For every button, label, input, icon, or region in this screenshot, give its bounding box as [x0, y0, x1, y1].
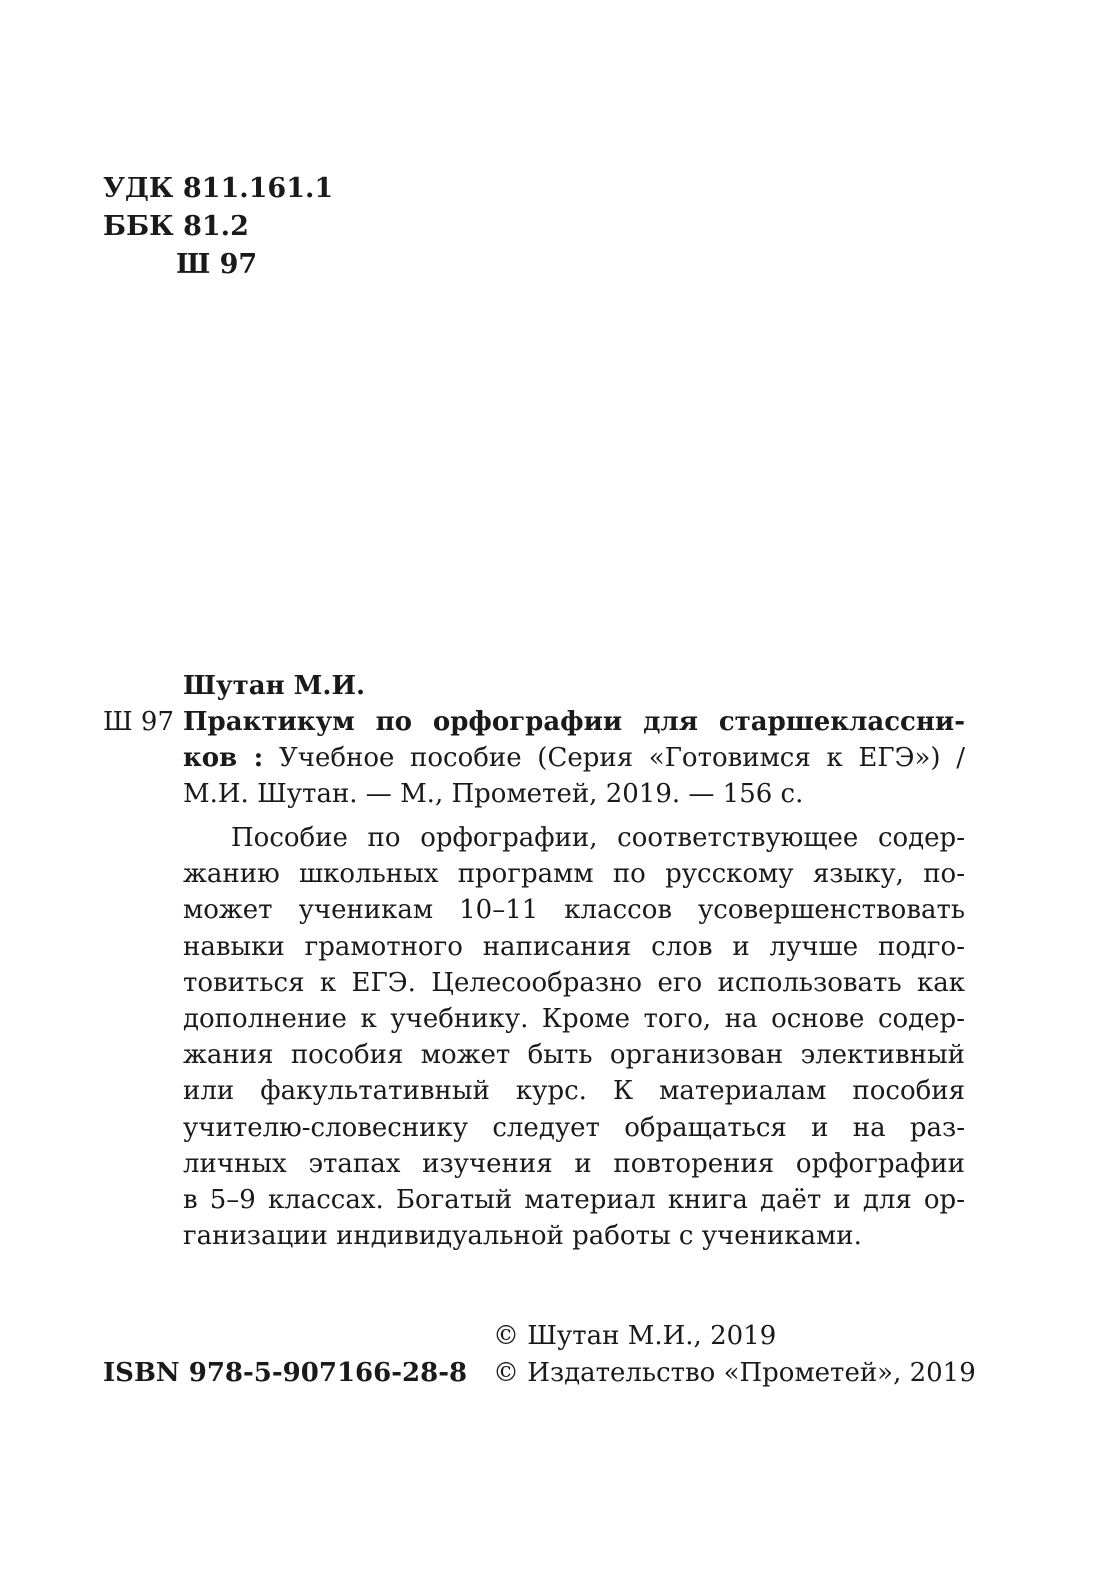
copyright-block [493, 1318, 976, 1392]
bibliographic-record [103, 668, 965, 812]
book-title-part-2: ков : [183, 743, 264, 773]
isbn: ISBN 978-5-907166-28-8 [103, 1358, 468, 1388]
copyright-author: © Шутан М.И., 2019 [493, 1321, 777, 1351]
annotation-line: Пособие по орфографии, соответствующее содер- [231, 823, 965, 853]
title-line-2-content [183, 740, 965, 776]
bbk-code: ББК 81.2 [103, 211, 249, 242]
title-line-2 [103, 740, 965, 776]
author-heading: Шутан М.И. [183, 671, 366, 701]
copyright-publisher: © Издательство «Прометей», 2019 [493, 1358, 976, 1388]
udk-code: УДК 811.161.1 [103, 173, 334, 204]
title-line-1 [103, 704, 965, 740]
book-title-part-1: Практикум по орфографии для старшеклассни- [183, 707, 965, 737]
annotation-line: ганизации индивидуальной работы с учениками. [183, 1221, 862, 1252]
annotation-line: навыки грамотного написания слов и лучше подго- [183, 931, 965, 962]
author-mark-code: Ш 97 [103, 707, 175, 737]
title-line-3 [103, 776, 965, 812]
annotation-line: учителю-словеснику следует обращаться и на раз- [183, 1112, 965, 1143]
publication-details: М.И. Шутан. — М., Прометей, 2019. — 156 с. [183, 779, 804, 809]
author-mark: Ш 97 [176, 249, 258, 280]
annotation-line: товиться к ЕГЭ. Целесообразно его использовать как [183, 967, 965, 998]
annotation-line: или факультативный курс. К материалам пособия [183, 1076, 965, 1107]
classification-block [103, 170, 333, 284]
annotation-line: в 5–9 классах. Богатый материал книга даёт и для ор- [183, 1184, 965, 1215]
annotation-paragraph [183, 820, 965, 1254]
annotation-line: может ученикам 10–11 классов усовершенствовать [183, 895, 965, 926]
annotation-line: жанию школьных программ по русскому языку, по- [183, 859, 965, 890]
book-subtitle: Учебное пособие (Серия «Готовимся к ЕГЭ») / [278, 743, 965, 773]
annotation-line: жания пособия может быть организован элективный [183, 1040, 965, 1071]
annotation-line: дополнение к учебнику. Кроме того, на основе содер- [183, 1003, 965, 1034]
annotation-line: личных этапах изучения и повторения орфографии [183, 1148, 965, 1179]
author-heading-line [103, 668, 965, 704]
